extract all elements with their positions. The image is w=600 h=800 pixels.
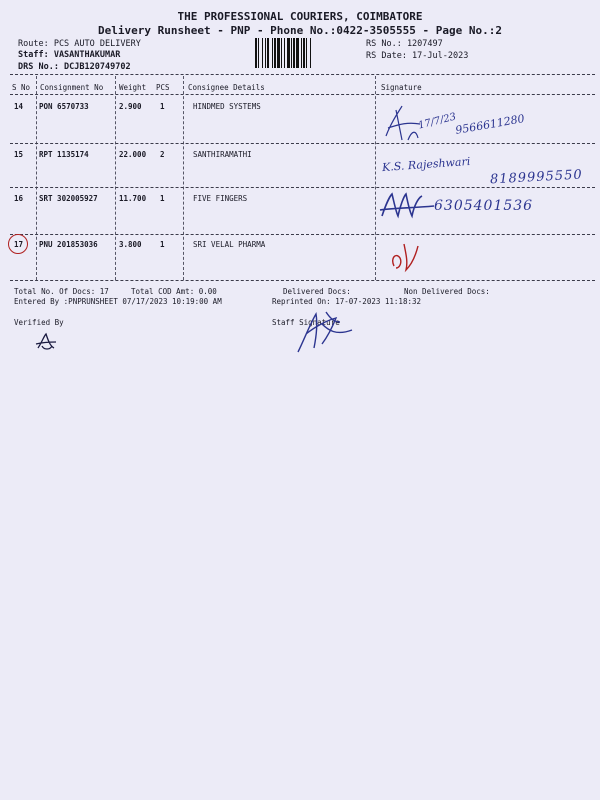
row-pcs: 1 (160, 240, 165, 249)
row-consignment: PNU 201853036 (39, 240, 98, 249)
row-pcs: 1 (160, 194, 165, 203)
row-weight: 3.800 (119, 240, 142, 249)
col-header-consignee: Consignee Details (188, 83, 265, 92)
handwritten-signature (378, 190, 438, 224)
company-title: THE PROFESSIONAL COURIERS, COIMBATORE (177, 10, 423, 23)
handwritten-phone: 9566611280 (454, 112, 526, 137)
staff-signature-scribble (292, 304, 362, 356)
row-pcs: 1 (160, 102, 165, 111)
row-sno: 14 (14, 102, 24, 111)
verifier-initial-mark (34, 332, 58, 352)
col-header-signature: Signature (381, 83, 422, 92)
drs-number: DRS No.: DCJB120749702 (18, 62, 131, 72)
rs-date: RS Date: 17-Jul-2023 (366, 51, 469, 61)
row-consignee: FIVE FINGERS (193, 194, 248, 203)
barcode (255, 38, 359, 68)
red-ink-signature (386, 236, 426, 276)
total-cod: Total COD Amt: 0.00 (131, 287, 217, 296)
reprinted-on: Reprinted On: 17-07-2023 11:18:32 (272, 297, 422, 306)
rs-number: RS No.: 1207497 (366, 39, 443, 49)
row-sno: 16 (14, 194, 24, 203)
runsheet-subtitle: Delivery Runsheet - PNP - Phone No.:0422-3505555 - Page No.:2 (98, 24, 502, 37)
non-delivered-docs: Non Delivered Docs: (404, 287, 490, 296)
row-sno: 15 (14, 150, 24, 159)
col-header-weight: Weight (119, 83, 147, 92)
total-docs: Total No. Of Docs: 17 (14, 287, 109, 296)
row-consignment: RPT 1135174 (39, 150, 89, 159)
row-pcs: 2 (160, 150, 165, 159)
row-sno: 17 (14, 240, 24, 249)
verified-by-label: Verified By (14, 318, 64, 327)
delivered-docs: Delivered Docs: (283, 287, 351, 296)
entered-by: Entered By :PNPRUNSHEET 07/17/2023 10:19:00 AM (14, 297, 222, 306)
staff-signature-label: Staff Signature (272, 318, 340, 327)
staff-label: Staff: VASANTHAKUMAR (18, 50, 121, 60)
handwritten-phone: 8189995550 (489, 167, 584, 188)
row-weight: 22.000 (119, 150, 147, 159)
col-header-pcs: PCS (156, 83, 170, 92)
row-consignment: SRT 302005927 (39, 194, 98, 203)
row-consignee: SANTHIRAMATHI (193, 150, 252, 159)
row-consignment: PON 6570733 (39, 102, 89, 111)
handwritten-phone: 6305401536 (434, 198, 534, 214)
col-header-consignment: Consignment No (40, 83, 104, 92)
signature-date: 17/7/23 (417, 111, 458, 132)
row-consignee: HINDMED SYSTEMS (193, 102, 261, 111)
row-weight: 11.700 (119, 194, 147, 203)
row-consignee: SRI VELAL PHARMA (193, 240, 266, 249)
route-label: Route: PCS AUTO DELIVERY (18, 39, 141, 49)
row-weight: 2.900 (119, 102, 142, 111)
handwritten-name: K.S. Rajeshwari (381, 154, 471, 175)
col-header-sno: S No (12, 83, 31, 92)
